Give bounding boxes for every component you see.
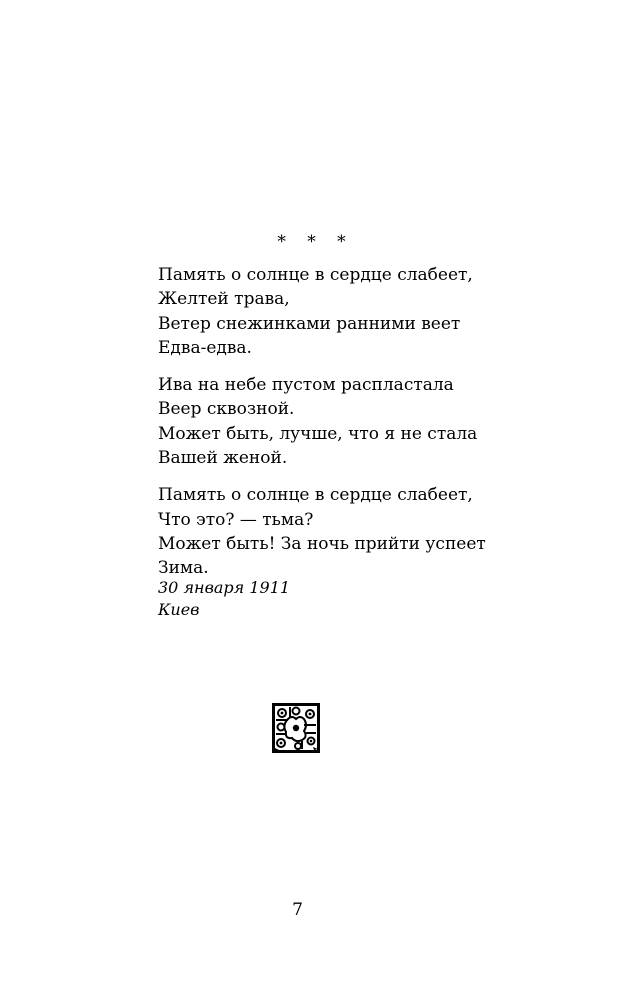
poem-place: Киев	[158, 600, 200, 619]
poem-date: 30 января 1911	[158, 578, 291, 597]
poem-dateline	[158, 577, 290, 621]
poem-line: Ива на небе пустом распластала	[158, 375, 454, 396]
poem-line: Память о солнце в сердце слабеет,	[158, 485, 473, 506]
poem-line: Что это? — тьма?	[158, 509, 314, 530]
poem-line: Может быть! За ночь прийти успеет	[158, 533, 486, 554]
poem	[158, 263, 598, 594]
section-asterisks: * * *	[277, 232, 354, 252]
poem-line: Ветер снежинками ранними веет	[158, 313, 461, 334]
poem-line: Едва-едва.	[158, 337, 252, 358]
stanza-3	[158, 483, 598, 580]
page-number: 7	[292, 900, 303, 920]
stanza-1	[158, 263, 598, 360]
poem-line: Веер сквозной.	[158, 399, 295, 420]
poem-line: Может быть, лучше, что я не стала	[158, 423, 478, 444]
stanza-2	[158, 373, 598, 470]
floral-vignette-icon	[272, 703, 320, 753]
poem-line: Вашей женой.	[158, 448, 288, 469]
poem-line: Желтей трава,	[158, 289, 290, 310]
poem-line: Память о солнце в сердце слабеет,	[158, 265, 473, 285]
poem-line: Зима.	[158, 558, 209, 579]
